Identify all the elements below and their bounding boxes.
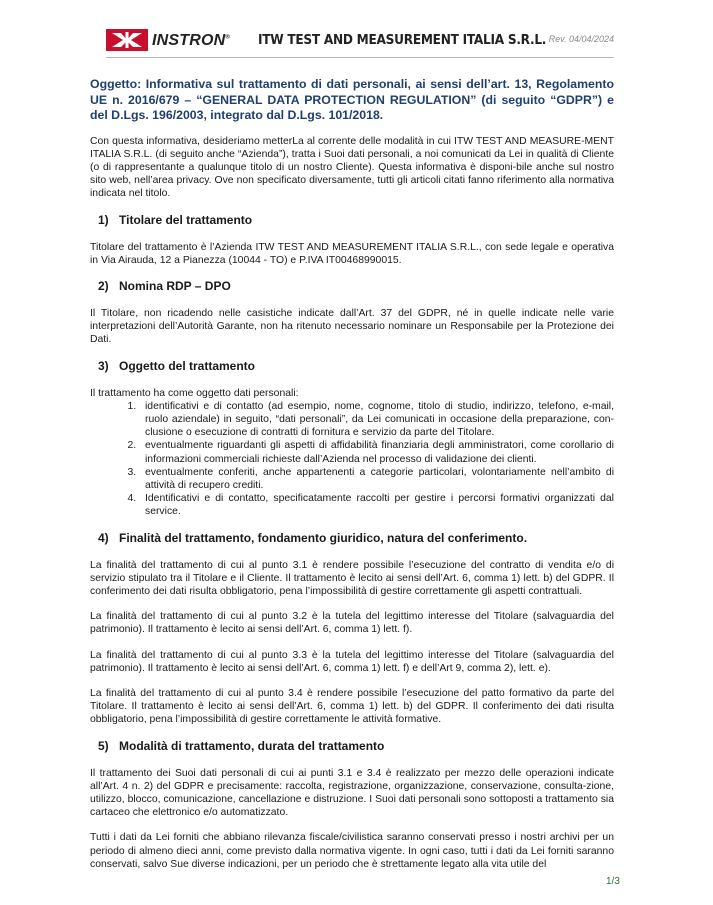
list-item: 2. eventualmente riguardanti gli aspetti di affidabilità finanziaria degli amministratori, come corollario di informazioni commerciali richieste dall’Azienda nel processo di validazione dei clienti. xyxy=(139,439,614,465)
section-4-heading: 4) Finalità del trattamento, fondamento giuridico, natura del conferimento. xyxy=(98,530,528,545)
revision-date: Rev. 04/04/2024 xyxy=(548,34,614,44)
section-1-paragraph: Titolare del trattamento è l’Azienda ITW TEST AND MEASUREMENT ITALIA S.R.L., con sede legale e operativa in Via Airauda, 12 a Pianezza (10044 - TO) e P.IVA IT00468990015. xyxy=(90,241,614,266)
page-number: 1/3 xyxy=(606,876,620,887)
subject-heading: Oggetto: Informativa sul trattamento di dati personali, ai sensi dell’art. 13, Regolamento UE n. 2016/679 – “GENERAL DATA PROTECTION REGULATION” (di seguito “GDPR”) e del D.Lgs. 196/2003, integrato dal D.Lgs. 101/2018. xyxy=(90,77,614,122)
section-3-heading: 3) Oggetto del trattamento xyxy=(98,358,256,373)
section-4-paragraph: La finalità del trattamento di cui al punto 3.1 è rendere possibile l’esecuzione del contratto di vendita e/o di servizio stipulato tra il Titolare e il Cliente. Il trattamento è lecito ai sensi dell’Art. 6, comma 1) lett. b) del GDPR. Il conferimento dei dati risulta obbligatorio, pena l’impossibilità di gestire correttamente gli aspetti contrattuali. xyxy=(90,559,614,597)
section-2-paragraph: Il Titolare, non ricadendo nelle casistiche indicate dall’Art. 37 del GDPR, né in quelle indicate nelle varie interpretazioni dell’Autorità Garante, non ha ritenuto necessario nominare un Responsabile per la Protezione dei Dati. xyxy=(90,307,614,346)
section-4-paragraph: La finalità del trattamento di cui al punto 3.3 è la tutela del legittimo interesse del Titolare (salvaguardia del patrimonio). Il trattamento è lecito ai sensi dell’Art. 6, comma 1) lett. f) e dell’Art 9, comma 2), lett. e). xyxy=(90,649,614,674)
list-item: 3. eventualmente conferiti, anche appartenenti a categorie particolari, volontariamente nell’ambito di attività di recupero crediti. xyxy=(139,466,614,492)
section-4-paragraph: La finalità del trattamento di cui al punto 3.2 è la tutela del legittimo interesse del Titolare (salvaguardia del patrimonio). Il trattamento è lecito ai sensi dell’Art. 6, comma 1) lett. f). xyxy=(90,611,614,636)
document-body xyxy=(90,77,614,883)
data-categories-list xyxy=(90,400,614,519)
intro-paragraph: Con questa informativa, desideriamo metterLa al corrente delle modalità in cui ITW TEST AND MEASURE-MENT ITALIA S.R.L. (di seguito anche “Azienda”), tratta i Suoi dati personali, a noi comunicati da Lei in qualità di Cliente (o di rappresentante a qualunque titolo di un nostro Cliente). Questa informativa è disponi-bile anche sul nostro sito web, nell’area privacy. Ove non specificato diversamente, tutti gli articoli citati fanno riferimento alla normativa indicata nel titolo. xyxy=(90,135,614,200)
section-5-heading: 5) Modalità di trattamento, durata del trattamento xyxy=(98,738,385,753)
company-name: ITW TEST AND MEASUREMENT ITALIA S.R.L. xyxy=(258,32,547,48)
section-5-paragraph: Il trattamento dei Suoi dati personali di cui ai punti 3.1 e 3.4 è realizzato per mezzo delle operazioni indicate all’Art. 4 n. 2) del GDPR e precisamente: raccolta, registrazione, organizzazione, conservazione, consulta-zione, utilizzo, blocco, comunicazione, cancellazione e distruzione. I Suoi dati personali sono sottoposti a trattamento sia cartaceo che elettronico e/o automatizzato. xyxy=(90,767,614,819)
instron-logo-icon xyxy=(106,29,148,51)
brand-name: INSTRON® xyxy=(152,32,231,49)
section-4-paragraph: La finalità del trattamento di cui al punto 3.4 è rendere possibile l’esecuzione del patto formativo da parte del Titolare. Il trattamento è lecito ai sensi dell’Art. 6, comma 1) lett. b) del GDPR. Il conferimento dei dati risulta obbligatorio, pena l’impossibilità di gestire correttamente le attività formative. xyxy=(90,687,614,726)
section-5-paragraph: Tutti i dati da Lei forniti che abbiano rilevanza fiscale/civilistica saranno conservati presso i nostri archivi per un periodo di almeno dieci anni, come previsto dalla normativa vigente. In ogni caso, tutti i dati da Lei forniti saranno conservati, salvo Sue diverse indicazioni, per un periodo che è strettamente legato alla vita utile del xyxy=(90,832,614,870)
section-2-heading: 2) Nomina RDP – DPO xyxy=(98,278,231,293)
list-item: 4. Identificativi e di contatto, specificatamente raccolti per gestire i percorsi formativi organizzati dal service. xyxy=(139,492,614,518)
header-divider xyxy=(106,57,614,58)
section-1-heading: 1) Titolare del trattamento xyxy=(98,212,253,227)
document-header xyxy=(106,25,614,57)
list-item: 1. identificativi e di contatto (ad esempio, nome, cognome, titolo di studio, indirizzo, telefono, e-mail, ruolo aziendale) in seguito, “dati personali”, da Lei comunicati in occasione della preparazione, con-clusione o esecuzione di contratti di fornitura e servizio da parte del Titolare. xyxy=(139,400,614,440)
section-3-intro: Il trattamento ha come oggetto dati personali: xyxy=(90,387,299,399)
